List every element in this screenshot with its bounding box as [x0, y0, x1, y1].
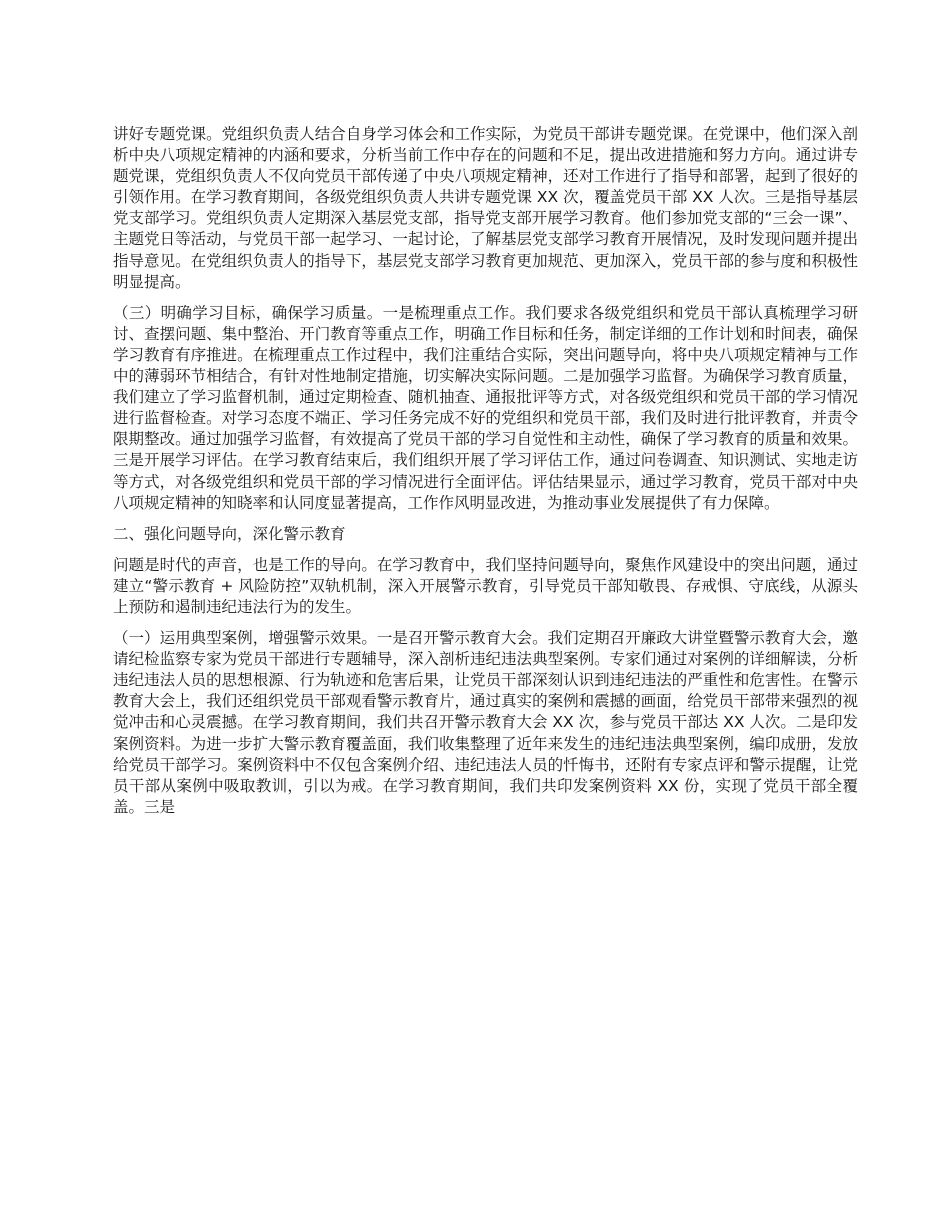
document-body: [113, 124, 858, 828]
paragraph-problem-orientation: 问题是时代的声音，也是工作的导向。在学习教育中，我们坚持问题导向，聚焦作风建设中的突出问题，通过建立“警示教育 + 风险防控”双轨机制，深入开展警示教育，引导党员干部知敬畏、存戒惧、守底线，从源头上预防和遏制违纪违法行为的发生。: [113, 555, 858, 616]
section-heading-warning-education: 二、强化问题导向，深化警示教育: [113, 524, 346, 543]
paragraph-learning-goals: （三）明确学习目标，确保学习质量。一是梳理重点工作。我们要求各级党组织和党员干部认真梳理学习研讨、查摆问题、集中整治、开门教育等重点工作，明确工作目标和任务，制定详细的工作计划和时间表，确保学习教育有序推进。在梳理重点工作过程中，我们注重结合实际，突出问题导向，将中央八项规定精神与工作中的薄弱环节相结合，有针对性地制定措施，切实解决实际问题。二是加强学习监督。为确保学习教育质量，我们建立了学习监督机制，通过定期检查、随机抽查、通报批评等方式，对各级党组织和党员干部的学习情况进行监督检查。对学习态度不端正、学习任务完成不好的党组织和党员干部，我们及时进行批评教育，并责令限期整改。通过加强学习监督，有效提高了党员干部的学习自觉性和主动性，确保了学习教育的质量和效果。三是开展学习评估。在学习教育结束后，我们组织开展了学习评估工作，通过问卷调查、知识测试、实地走访等方式，对各级党组织和党员干部的学习情况进行全面评估。评估结果显示，通过学习教育，党员干部对中央八项规定精神的知晓率和认同度显著提高，工作作风明显改进，为推动事业发展提供了有力保障。: [113, 303, 858, 512]
paragraph-topic-party-lecture: 讲好专题党课。党组织负责人结合自身学习体会和工作实际，为党员干部讲专题党课。在党课中，他们深入剖析中央八项规定精神的内涵和要求，分析当前工作中存在的问题和不足，提出改进措施和努力方向。通过讲专题党课，党组织负责人不仅向党员干部传递了中央八项规定精神，还对工作进行了指导和部署，起到了很好的引领作用。在学习教育期间，各级党组织负责人共讲专题党课 XX 次，覆盖党员干部 XX 人次。三是指导基层党支部学习。党组织负责人定期深入基层党支部，指导党支部开展学习教育。他们参加党支部的“三会一课”、主题党日等活动，与党员干部一起学习、一起讨论，了解基层党支部学习教育开展情况，及时发现问题并提出指导意见。在党组织负责人的指导下，基层党支部学习教育更加规范、更加深入，党员干部的参与度和积极性明显提高。: [113, 125, 858, 291]
paragraph-typical-cases: （一）运用典型案例，增强警示效果。一是召开警示教育大会。我们定期召开廉政大讲堂暨警示教育大会，邀请纪检监察专家为党员干部进行专题辅导，深入剖析违纪违法典型案例。专家们通过对案例的详细解读，分析违纪违法人员的思想根源、行为轨迹和危害后果，让党员干部深刻认识到违纪违法的严重性和危害性。在警示教育大会上，我们还组织党员干部观看警示教育片，通过真实的案例和震撼的画面，给党员干部带来强烈的视觉冲击和心灵震撼。在学习教育期间，我们共召开警示教育大会 XX 次，参与党员干部达 XX 人次。二是印发案例资料。为进一步扩大警示教育覆盖面，我们收集整理了近年来发生的违纪违法典型案例，编印成册，发放给党员干部学习。案例资料中不仅包含案例介绍、违纪违法人员的忏悔书，还附有专家点评和警示提醒，让党员干部从案例中吸取教训，引以为戒。在学习教育期间，我们共印发案例资料 XX 份，实现了党员干部全覆盖。三是: [113, 629, 858, 816]
